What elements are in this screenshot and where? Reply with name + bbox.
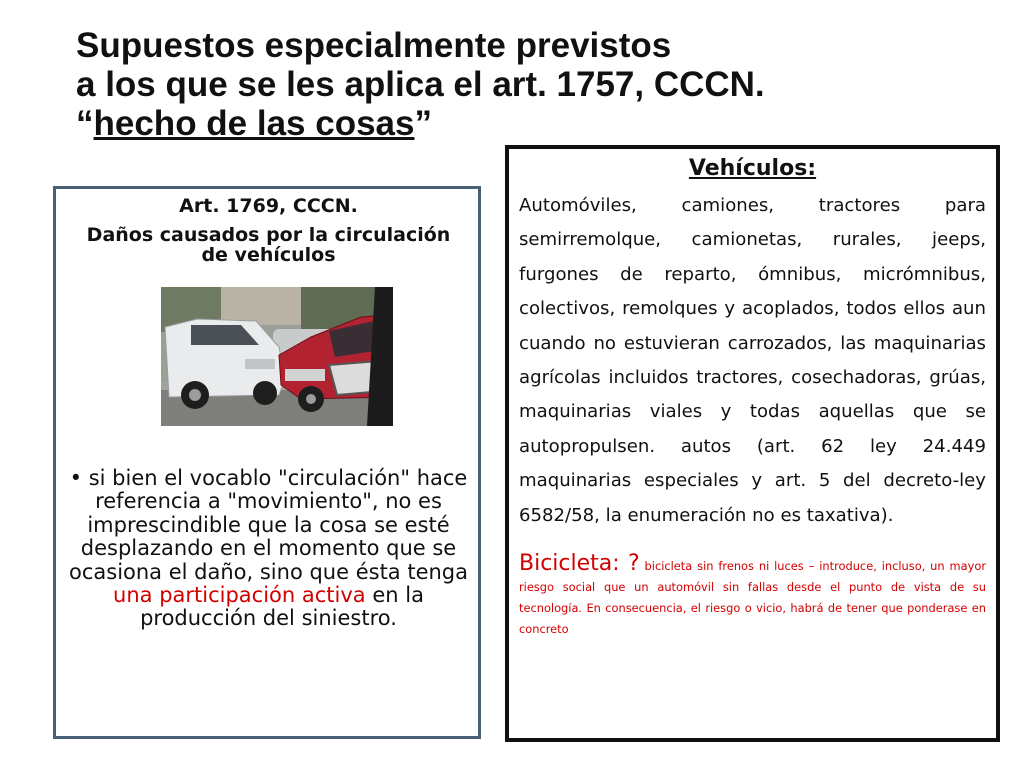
article-heading: Art. 1769, CCCN. — [179, 195, 358, 217]
bullet-symbol: • — [69, 466, 83, 490]
vehicles-definition: Automóviles, camiones, tractores para semirremolque, camionetas, rurales, jeeps, furgones de reparto, ómnibus, micrómnibus, colectivos, remolques y acoplados, todos ellos aun cuando no estuvieran carrozados, las maquinarias agrícolas incluidos tractores, cosechadoras, grúas, maquinarias viales y todas aquellas que se autopropulsen. autos (art. 62 ley 24.449 maquinarias especiales y art. 5 del decreto-ley 6582/58, la enumeración no es taxativa). — [519, 195, 986, 526]
title-line-3 — [76, 104, 976, 143]
bicycle-text: bicicleta sin frenos ni luces – introduce, incluso, un mayor riesgo social que un automóvil sin fallas desde el punto de vista de su tecnología. En consecuencia, el riesgo o vicio, habrá de tener que ponderase en concreto — [519, 559, 986, 637]
bullet-text-after: en la producción del siniestro. — [140, 583, 424, 631]
slide-title — [76, 26, 976, 143]
right-panel — [505, 145, 1000, 742]
collision-photo-illustration — [161, 287, 393, 426]
title-line-1: Supuestos especialmente previstos — [76, 26, 672, 65]
title-line-2: a los que se les aplica el art. 1757, CCCN. — [76, 65, 765, 104]
title-close-quote: ” — [414, 104, 432, 143]
bullet-text-before: si bien el vocablo "circulación" hace referencia a "movimiento", no es imprescindible que la cosa se esté desplazando en el momento que se ocasiona el daño, sino que ésta tenga — [68, 466, 469, 584]
vehicles-heading: Vehículos: — [688, 156, 817, 181]
title-underlined-phrase: hecho de las cosas — [93, 104, 415, 143]
title-open-quote: “ — [76, 104, 94, 143]
bullet-highlight: una participación activa — [113, 583, 366, 608]
article-subheading: Daños causados por la circulación de vehículos — [86, 224, 451, 266]
collision-photo — [161, 287, 393, 426]
left-panel — [53, 186, 481, 739]
bullet-paragraph — [61, 467, 476, 631]
bicycle-title: Bicicleta: ? — [519, 551, 640, 577]
bicycle-paragraph — [519, 553, 986, 640]
